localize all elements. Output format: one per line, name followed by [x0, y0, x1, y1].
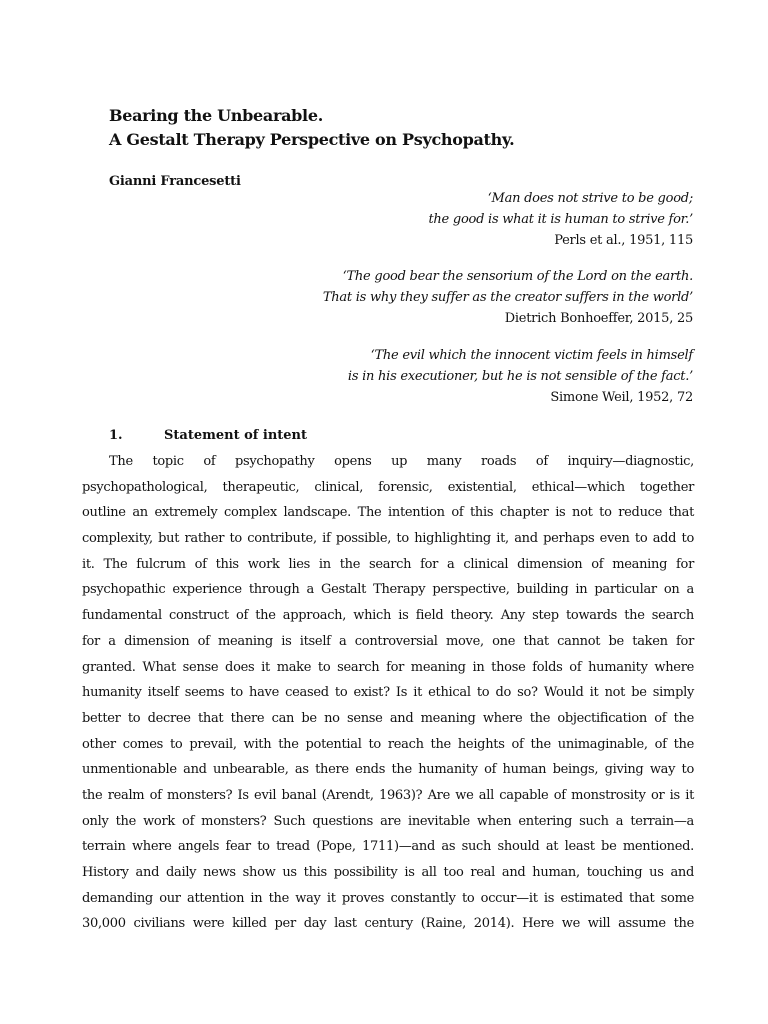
paragraph-line: only the work of monsters? Such questions are inevitable when entering such a terrain—a	[82, 813, 694, 829]
paragraph-line: unmentionable and unbearable, as there ends the humanity of human beings, giving way to	[82, 762, 694, 778]
title-line-1: Bearing the Unbearable.	[109, 106, 323, 125]
epigraph-quote-line: ‘Man does not strive to be good;	[487, 191, 693, 206]
epigraph-source: Dietrich Bonhoeffer, 2015, 25	[504, 311, 693, 326]
paragraph-line: 30,000 civilians were killed per day last century (Raine, 2014). Here we will assume the	[82, 916, 694, 932]
epigraph-quote-line: the good is what it is human to strive for.’	[428, 212, 693, 227]
paragraph-line: demanding our attention in the way it proves constantly to occur—it is estimated that some	[82, 890, 694, 906]
epigraph-3	[348, 345, 693, 408]
epigraph-2	[323, 266, 693, 329]
epigraph-quote-line: That is why they suffer as the creator suffers in the world’	[322, 290, 693, 305]
title-line-2: A Gestalt Therapy Perspective on Psychopathy.	[109, 130, 515, 149]
section-title: Statement of intent	[164, 428, 308, 443]
section-number: 1.	[109, 428, 123, 443]
paragraph-line: it. The fulcrum of this work lies in the search for a clinical dimension of meaning for	[82, 556, 694, 572]
epigraph-source: Perls et al., 1951, 115	[554, 233, 693, 248]
section-heading	[109, 426, 307, 446]
paragraph-line: fundamental construct of the approach, which is field theory. Any step towards the search	[82, 608, 694, 624]
paragraph-line: complexity, but rather to contribute, if possible, to highlighting it, and perhaps even to add to	[82, 531, 694, 547]
paragraph-line: for a dimension of meaning is itself a controversial move, one that cannot be taken for	[82, 633, 694, 649]
paragraph-line: humanity itself seems to have ceased to exist? Is it ethical to do so? Would it not be simply	[82, 685, 694, 701]
paragraph-line: outline an extremely complex landscape. The intention of this chapter is not to reduce that	[82, 505, 694, 521]
epigraph-quote-line: is in his executioner, but he is not sensible of the fact.’	[347, 369, 693, 384]
paragraph-line: the realm of monsters? Is evil banal (Arendt, 1963)? Are we all capable of monstrosity or is it	[82, 787, 694, 803]
paragraph-line: psychopathic experience through a Gestalt Therapy perspective, building in particular on a	[82, 582, 694, 598]
epigraph-source: Simone Weil, 1952, 72	[550, 390, 693, 405]
paragraph-line: terrain where angels fear to tread (Pope, 1711)—and as such should at least be mentioned.	[82, 839, 694, 855]
paragraph-line: granted. What sense does it make to search for meaning in those folds of humanity where	[82, 659, 694, 675]
document-title	[109, 104, 514, 152]
epigraph-1	[428, 188, 693, 251]
paragraph-line: psychopathological, therapeutic, clinical, forensic, existential, ethical—which together	[82, 479, 694, 495]
paragraph-line: The topic of psychopathy opens up many roads of inquiry—diagnostic,	[109, 454, 694, 469]
paragraph-line: other comes to prevail, with the potential to reach the heights of the unimaginable, of the	[82, 736, 694, 752]
paragraph-line: better to decree that there can be no sense and meaning where the objectification of the	[82, 710, 694, 726]
paragraph-line: History and daily news show us this possibility is all too real and human, touching us and	[82, 865, 694, 880]
epigraph-quote-line: ‘The good bear the sensorium of the Lord on the earth.	[342, 269, 693, 284]
author-name: Gianni Francesetti	[109, 174, 241, 189]
epigraph-quote-line: ‘The evil which the innocent victim feels in himself	[370, 348, 693, 363]
body-paragraph	[82, 449, 694, 937]
